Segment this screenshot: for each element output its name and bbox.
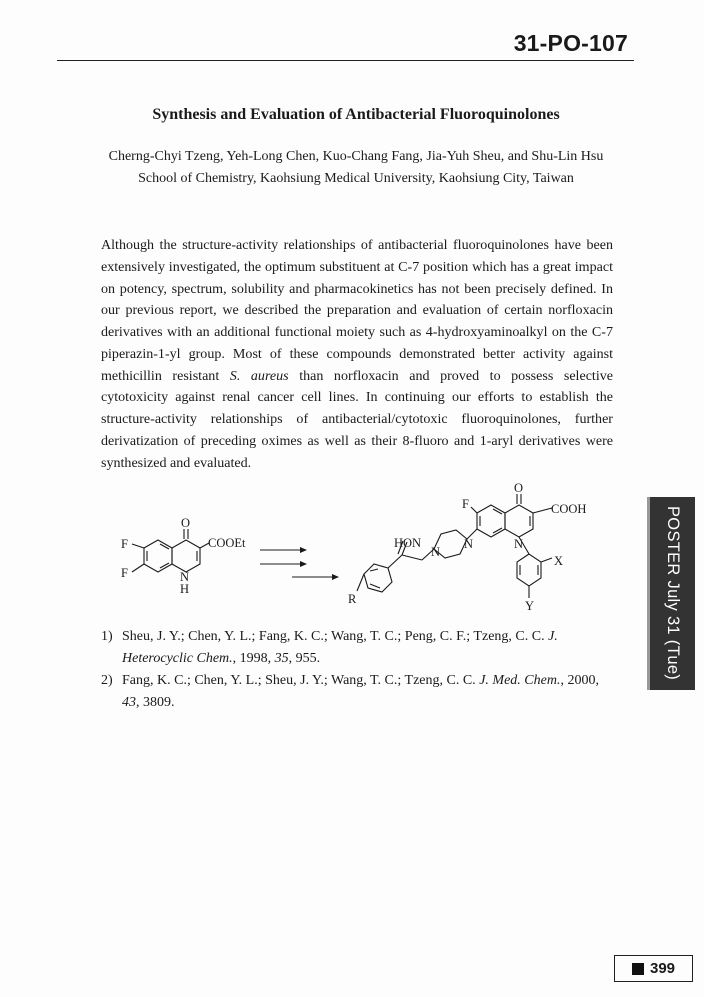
poster-code: 31-PO-107 <box>513 30 628 56</box>
page-number: 399 <box>649 960 676 977</box>
reference-number: 2) <box>101 673 113 688</box>
left-pyridone-ring <box>172 540 200 572</box>
left-nh-n: N <box>180 570 190 584</box>
arrowhead-2 <box>300 561 307 567</box>
abstract-text-1: Although the structure-activity relationships of antibacterial fluoroquinolones have been extensively investigated, the optimum substituent at C-7 position which has a great impact on potency, spectrum, solubility and pharmacokinetics has not been precisely defined. In our previous report, we described the preparation and evaluation of certain norfloxacin derivatives with an additional functional moiety such as 4-hydroxyaminoalkyl on the C-7 piperazin-1-yl group. Most of these compounds demonstrated better activity against methicillin resistant <box>101 237 613 384</box>
page-number-box <box>614 955 693 982</box>
right-hon-label: HON <box>394 536 422 550</box>
poster-session-label: POSTER July 31 (Tue) <box>664 506 682 681</box>
page-marker-square <box>632 963 644 975</box>
right-x-label: X <box>554 554 564 568</box>
right-fluoro: F <box>462 497 469 511</box>
reaction-scheme <box>104 480 624 630</box>
right-cooh-label: COOH <box>551 502 587 516</box>
right-n-aryl-label: N <box>514 537 524 551</box>
paper-title: Synthesis and Evaluation of Antibacterial Fluoroquinolones <box>152 106 560 123</box>
left-cooet-label: COOEt <box>208 536 246 550</box>
arrowhead-3 <box>332 574 339 580</box>
abstract <box>101 235 613 474</box>
right-r-label: R <box>348 592 357 606</box>
arrowhead-1 <box>300 547 307 553</box>
reference-number: 1) <box>101 629 113 644</box>
abstract-italic-organism: S. aureus <box>229 367 289 384</box>
left-carbonyl-o: O <box>181 516 191 530</box>
right-benzene-ring <box>477 505 505 537</box>
r-phenyl-ring <box>364 564 392 592</box>
left-nh-h: H <box>180 582 190 596</box>
reference-text: Sheu, J. Y.; Chen, Y. L.; Fang, K. C.; Wang, T. C.; Peng, C. F.; Tzeng, C. C. J. Heterocyclic Chem., 1998, 35, 955. <box>122 629 558 666</box>
abstract-text-2: than norfloxacin and proved to possess selective cytotoxicity against renal cancer cell lines. In continuing our efforts to establish the structure-activity relationships of antibacterial/cytotoxic fluoroquinolones, further derivatization of preceding oximes as well as their 8-fluoro and 1-aryl derivatives were synthesized and evaluated. <box>101 367 613 471</box>
author-list: Cherng-Chyi Tzeng, Yeh-Long Chen, Kuo-Chang Fang, Jia-Yuh Sheu, and Shu-Lin Hsu <box>108 149 604 164</box>
right-carbonyl-o: O <box>514 481 524 495</box>
right-y-label: Y <box>525 599 535 613</box>
header-rule <box>57 60 634 61</box>
left-benzene-ring <box>144 540 172 572</box>
left-fluoro-2: F <box>121 566 128 580</box>
reference-text: Fang, K. C.; Chen, Y. L.; Sheu, J. Y.; Wang, T. C.; Tzeng, C. C. J. Med. Chem., 2000, 43, 3809. <box>122 673 599 710</box>
reference-item <box>101 670 616 713</box>
right-pyridone-ring <box>505 505 533 537</box>
reference-list <box>101 626 616 714</box>
n-aryl-ring <box>517 554 541 586</box>
reference-item <box>101 626 616 669</box>
right-n-piperazine-4: N <box>464 537 474 551</box>
affiliation: School of Chemistry, Kaohsiung Medical University, Kaohsiung City, Taiwan <box>138 171 574 186</box>
left-fluoro-1: F <box>121 537 128 551</box>
poster-session-tab <box>647 497 695 690</box>
right-n-piperazine-1: N <box>431 545 441 559</box>
